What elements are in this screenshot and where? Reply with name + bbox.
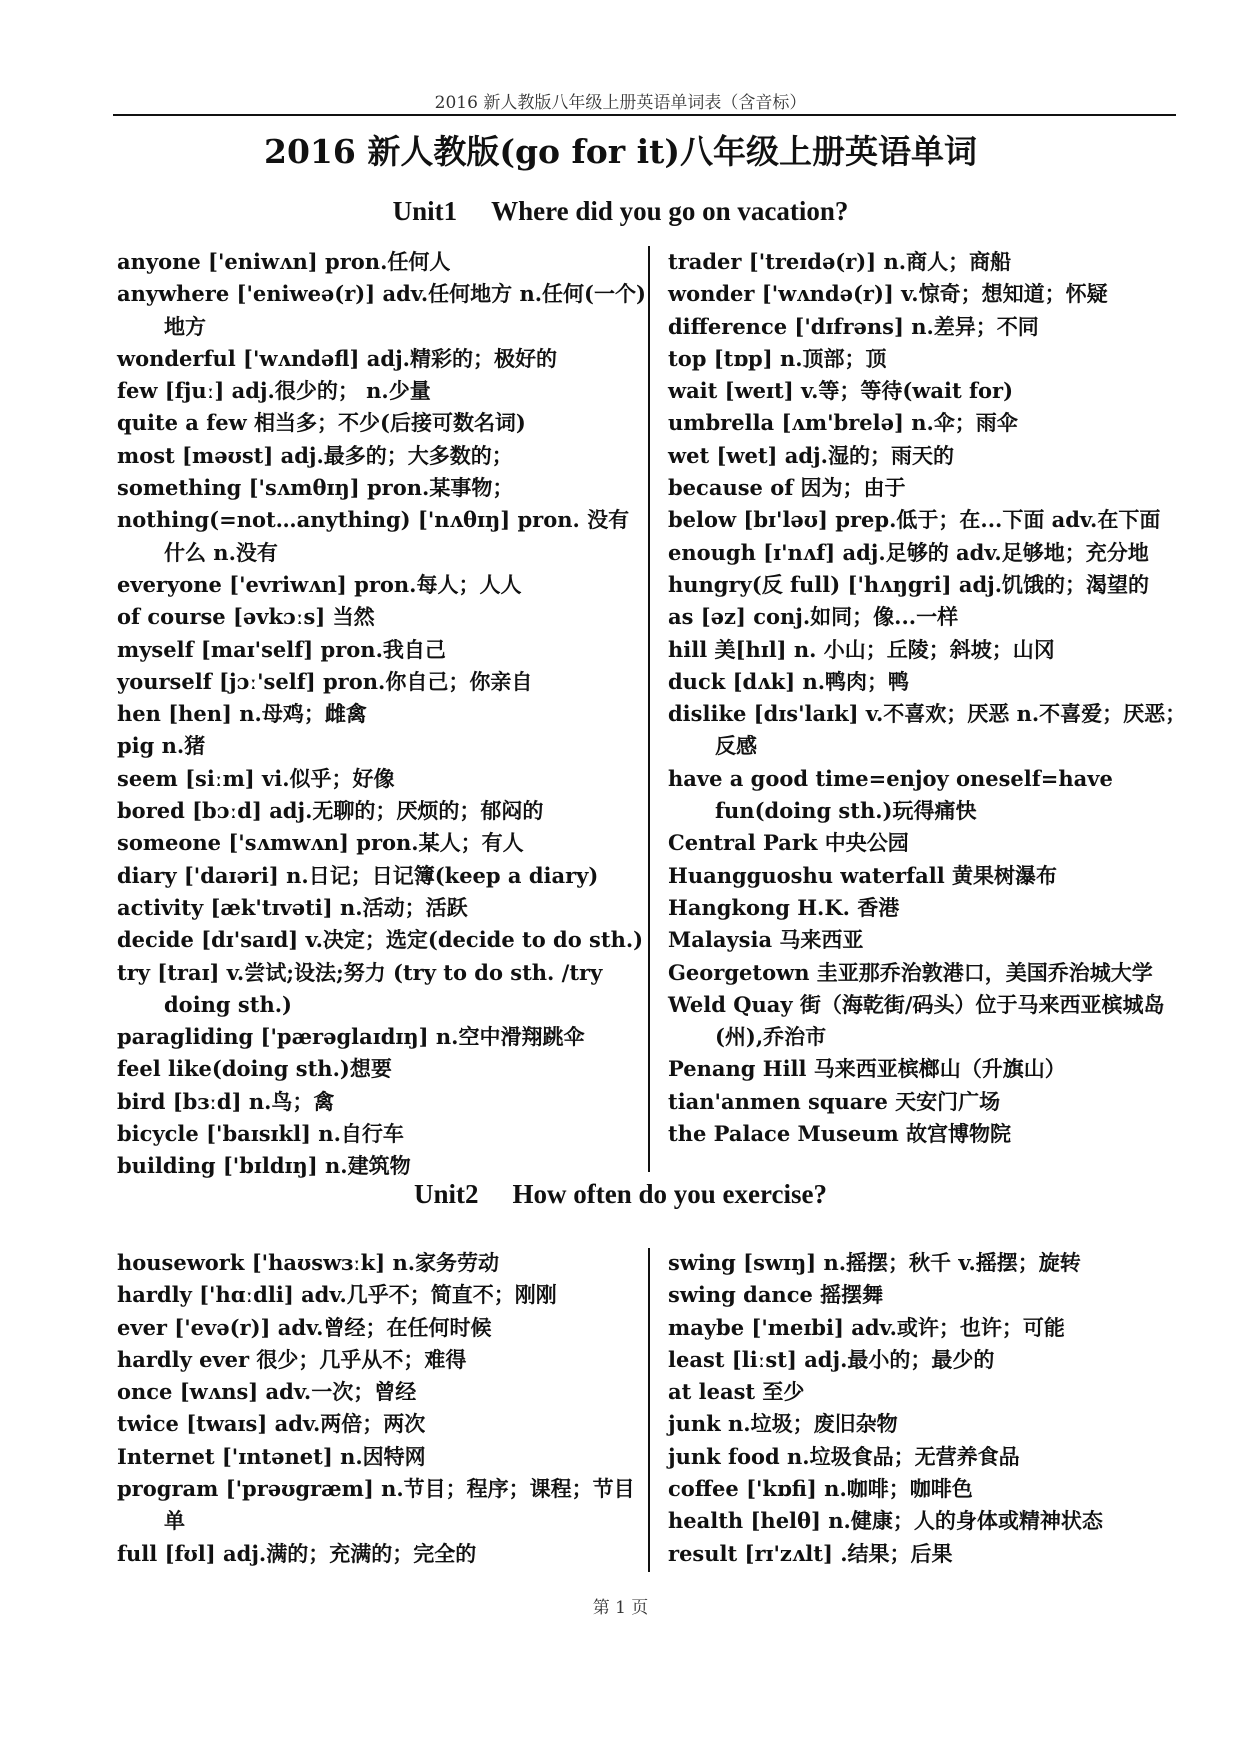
unit-title: How often do you exercise? [512, 1179, 827, 1209]
vocab-entry: umbrella [ʌm'brelə] n.伞；雨伞 [668, 410, 1018, 436]
vocab-entry: myself [maɪ'self] pron.我自己 [117, 636, 446, 662]
vocab-entry: as [əz] conj.如同；像...一样 [668, 604, 959, 630]
vocab-entry: trader ['treɪdə(r)] n.商人；商船 [668, 249, 1012, 274]
page-number: 第 1 页 [592, 1598, 649, 1618]
vocab-entry: building ['bɪldɪŋ] n.建筑物 [117, 1153, 411, 1179]
vocab-entry: Malaysia 马来西亚 [668, 927, 864, 953]
unit-heading [0, 1179, 1241, 1210]
unit-heading [0, 196, 1241, 227]
vocab-entry: bored [bɔːd] adj.无聊的；厌烦的；郁闷的 [117, 798, 544, 824]
vocab-entry: pig n.猪 [117, 733, 206, 759]
vocab-entry: something ['sʌmθɪŋ] pron.某事物； [117, 475, 514, 501]
vocab-entry: twice [twaɪs] adv.两倍；两次 [117, 1411, 426, 1437]
vocab-entry: below [bɪ'ləʊ] prep.低于；在...下面 adv.在下面 [668, 507, 1161, 533]
vocab-entry: difference ['dɪfrəns] n.差异；不同 [668, 313, 1039, 339]
vocab-entry: maybe ['meɪbi] adv.或许；也许；可能 [668, 1314, 1065, 1340]
vocab-entry: seem [siːm] vi.似乎；好像 [117, 765, 395, 791]
vocab-entry: activity [æk'tɪvəti] n.活动；活跃 [117, 894, 468, 920]
vocab-entry: hen [hen] n.母鸡；雌禽 [117, 701, 367, 727]
vocab-entry: diary ['daɪəri] n.日记；日记簿(keep a diary) [117, 862, 599, 888]
vocab-entry: Georgetown 圭亚那乔治敦港口，美国乔治城大学 [668, 959, 1153, 985]
unit-number: Unit1 [392, 196, 458, 226]
vocab-entry: hardly ['hɑːdli] adv.几乎不；简直不；刚刚 [117, 1282, 557, 1308]
vocab-entry: few [fjuː] adj.很少的； n.少量 [117, 378, 431, 404]
vocab-entry: swing dance 摇摆舞 [668, 1282, 884, 1308]
unit-title: Where did you go on vacation? [491, 196, 849, 226]
vocab-entry: hill 美[hɪl] n. 小山；丘陵；斜坡；山冈 [668, 636, 1055, 662]
vocab-entry: decide [dɪ'saɪd] v.决定；选定(decide to do sth.) [117, 927, 644, 953]
vocab-entry: Internet ['ɪntənet] n.因特网 [117, 1443, 426, 1469]
vocab-entry: bicycle ['baɪsɪkl] n.自行车 [117, 1121, 404, 1147]
unit-number: Unit2 [414, 1179, 479, 1209]
vocab-entry: top [tɒp] n.顶部；顶 [668, 345, 887, 371]
vocab-entry: full [fʊl] adj.满的；充满的；完全的 [117, 1540, 477, 1566]
vocab-entry: because of 因为；由于 [668, 475, 906, 501]
unit1-left-column [117, 246, 647, 1183]
vocab-entry: swing [swɪŋ] n.摇摆；秋千 v.摇摆；旋转 [668, 1250, 1081, 1275]
vocab-entry: Penang Hill 马来西亚槟榔山（升旗山） [668, 1056, 1066, 1082]
vocab-entry: duck [dʌk] n.鸭肉；鸭 [668, 668, 910, 694]
vocab-entry: at least 至少 [668, 1379, 805, 1405]
vocab-entry: try [traɪ] v.尝试;设法;努力 (try to do sth. /try doing sth.) [117, 959, 603, 1017]
vocab-entry: Huangguoshu waterfall 黄果树瀑布 [668, 862, 1058, 888]
vocab-entry: wait [weɪt] v.等；等待(wait for) [668, 378, 1014, 404]
vocab-entry: yourself [jɔː'self] pron.你自己；你亲自 [117, 668, 533, 694]
vocab-entry: everyone ['evriwʌn] pron.每人；人人 [117, 571, 522, 597]
header-rule [113, 114, 1176, 116]
vocab-entry: tian'anmen square 天安门广场 [668, 1088, 1001, 1114]
vocab-entry: have a good time=enjoy oneself=have fun(doing sth.)玩得痛快 [668, 765, 1113, 824]
vocab-entry: Central Park 中央公园 [668, 830, 909, 856]
vocab-entry: wet [wet] adj.湿的；雨天的 [668, 442, 954, 468]
vocab-entry: of course [əvkɔːs] 当然 [117, 604, 375, 630]
unit1-right-column [668, 246, 1190, 1150]
unit2-right-column [668, 1247, 1190, 1570]
vocab-entry: anywhere ['eniweə(r)] adv.任何地方 n.任何(一个)地方 [117, 281, 646, 339]
vocab-entry: Hangkong H.K. 香港 [668, 894, 900, 920]
vocab-entry: enough [ɪ'nʌf] adj.足够的 adv.足够地；充分地 [668, 539, 1149, 565]
vocab-entry: once [wʌns] adv.一次；曾经 [117, 1379, 417, 1405]
unit2-left-column [117, 1247, 647, 1570]
vocab-entry: quite a few 相当多；不少(后接可数名词) [117, 410, 526, 436]
vocab-entry: result [rɪ'zʌlt] .结果；后果 [668, 1540, 953, 1566]
vocab-entry: housework ['haʊswɜːk] n.家务劳动 [117, 1250, 500, 1275]
vocab-entry: program ['prəʊgræm] n.节目；程序；课程；节目单 [117, 1476, 635, 1534]
vocab-entry: the Palace Museum 故宫博物院 [668, 1121, 1012, 1147]
vocab-entry: health [helθ] n.健康；人的身体或精神状态 [668, 1508, 1103, 1534]
vocab-entry: wonder ['wʌndə(r)] v.惊奇；想知道；怀疑 [668, 281, 1108, 307]
vocab-entry: least [liːst] adj.最小的；最少的 [668, 1346, 995, 1372]
vocab-entry: feel like(doing sth.)想要 [117, 1056, 392, 1082]
vocab-entry: dislike [dɪs'laɪk] v.不喜欢；厌恶 n.不喜爱；厌恶；反感 [668, 701, 1187, 759]
vocab-entry: hungry(反 full) ['hʌŋgri] adj.饥饿的；渴望的 [668, 571, 1150, 597]
vocab-entry: nothing(=not…anything) ['nʌθɪŋ] pron. 没有什么 n.没有 [117, 507, 630, 565]
vocab-entry: hardly ever 很少；几乎从不；难得 [117, 1346, 467, 1372]
vocab-entry: wonderful ['wʌndəfl] adj.精彩的；极好的 [117, 345, 557, 371]
vocab-entry: junk n.垃圾；废旧杂物 [668, 1411, 898, 1437]
vocab-entry: ever ['evə(r)] adv.曾经；在任何时候 [117, 1314, 492, 1340]
vocab-entry: someone ['sʌmwʌn] pron.某人；有人 [117, 830, 524, 856]
document-title: 2016 新人教版(go for it)八年级上册英语单词 [264, 132, 977, 171]
vocab-entry: anyone ['eniwʌn] pron.任何人 [117, 249, 451, 274]
vocab-entry: paragliding ['pærəglaɪdɪŋ] n.空中滑翔跳伞 [117, 1024, 585, 1050]
vocab-entry: bird [bɜːd] n.鸟；禽 [117, 1088, 335, 1114]
vocab-entry: most [məʊst] adj.最多的；大多数的； [117, 442, 513, 468]
column-divider [648, 1248, 650, 1572]
vocab-entry: Weld Quay 街（海乾街/码头）位于马来西亚槟城岛(州),乔治市 [668, 991, 1165, 1050]
running-header: 2016 新人教版八年级上册英语单词表（含音标） [434, 93, 807, 113]
vocab-entry: junk food n.垃圾食品；无营养食品 [668, 1443, 1020, 1469]
vocab-entry: coffee ['kɒfi] n.咖啡；咖啡色 [668, 1476, 973, 1502]
column-divider [648, 246, 650, 1172]
